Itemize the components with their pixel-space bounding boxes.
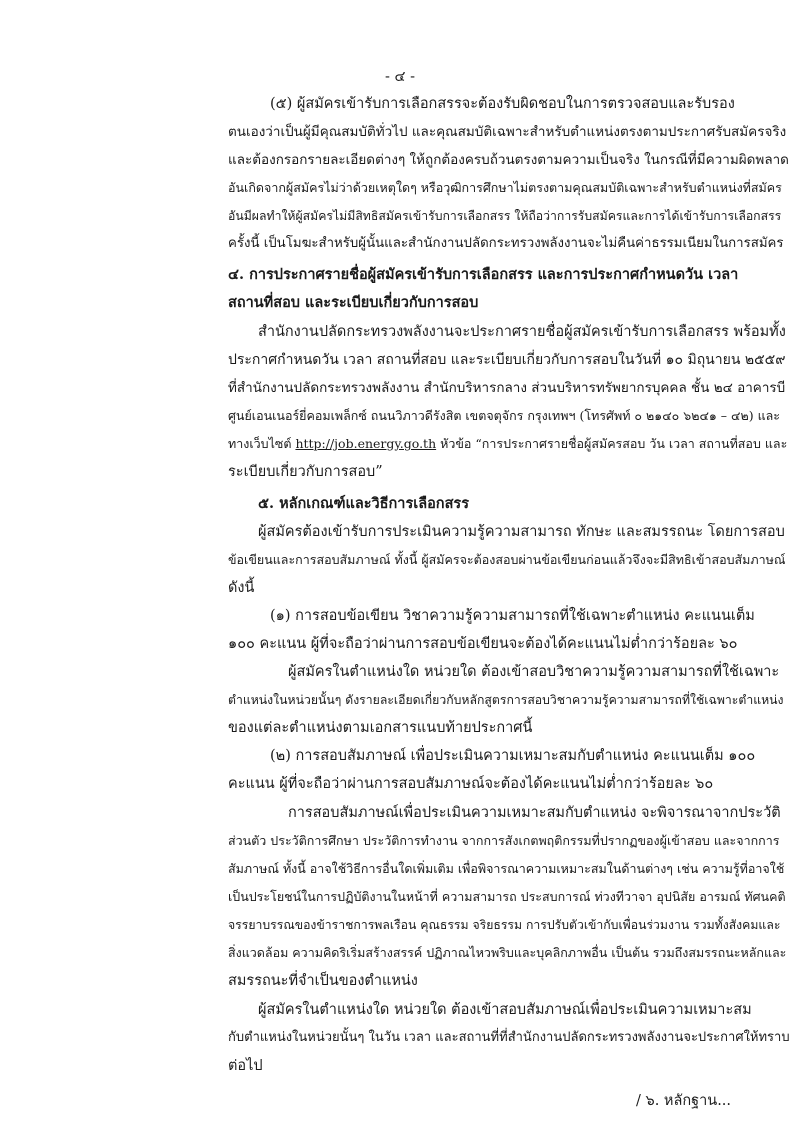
item5-line-4: อันเกิดจากผู้สมัครไม่ว่าด้วยเหตุใดๆ หรือวุฒิการศึกษาไม่ตรงตามคุณสมบัติเฉพาะสำหรับตำแหน่งที่สมัคร [228, 180, 782, 195]
interview-schedule-line-3: ต่อไป [228, 1058, 263, 1074]
interview-detail-line-3: สัมภาษณ์ ทั้งนี้ อาจใช้วิธีการอื่นใดเพิ่มเติม เพื่อพิจารณาความเหมาะสมในด้านต่างๆ เช่น ความรู้ที่อาจใช้ [228, 861, 785, 876]
interview-detail-line-1: การสอบสัมภาษณ์เพื่อประเมินความเหมาะสมกับตำแหน่ง จะพิจารณาจากประวัติ [288, 805, 781, 821]
section5-intro-line-1: ผู้สมัครต้องเข้ารับการประเมินความรู้ความสามารถ ทักษะ และสมรรถนะ โดยการสอบ [258, 524, 785, 540]
item5-line-3: และต้องกรอกรายละเอียดต่างๆ ให้ถูกต้องครบถ้วนตรงตามความเป็นจริง ในกรณีที่มีความผิดพลาด [228, 152, 789, 168]
interview-schedule-line-2: กับตำแหน่งในหน่วยนั้นๆ ในวัน เวลา และสถานที่ที่สำนักงานปลัดกระทรวงพลังงานจะประกาศให้ทราบ [228, 1030, 790, 1045]
written-detail-line-3: ของแต่ละตำแหน่งตามเอกสารแนบท้ายประกาศนี้ [228, 720, 533, 736]
item5-line-5: อันมีผลทำให้ผู้สมัครไม่มีสิทธิสมัครเข้ารับการเลือกสรร ให้ถือว่าการรับสมัครและการได้เข้ารับการเลือกสรร [228, 209, 782, 223]
written-detail-line-2: ตำแหน่งในหน่วยนั้นๆ ดังรายละเอียดเกี่ยวกับหลักสูตรการสอบวิชาความรู้ความสามารถที่ใช้เฉพาะตำแหน่ง [228, 693, 784, 707]
interview-detail-line-7: สมรรถนะที่จำเป็นของตำแหน่ง [228, 973, 418, 989]
page-number: - ๔ - [385, 69, 415, 85]
interview-detail-line-4: เป็นประโยชน์ในการปฏิบัติงานในหน้าที่ ความสามารถ ประสบการณ์ ท่วงทีวาจา อุปนิสัย อารมณ์ ทัศนคติ [228, 889, 786, 904]
web-prefix: ทางเว็บไซต์ [228, 436, 296, 451]
web-suffix: หัวข้อ “การประกาศรายชื่อผู้สมัครสอบ วัน เวลา สถานที่สอบ และ [436, 436, 788, 451]
section5-intro-line-2: ข้อเขียนและการสอบสัมภาษณ์ ทั้งนี้ ผู้สมัครจะต้องสอบผ่านข้อเขียนก่อนแล้วจึงจะมีสิทธิเข้าสอบสัมภาษณ์ [228, 552, 786, 567]
interview-schedule-line-1: ผู้สมัครในตำแหน่งใด หน่วยใด ต้องเข้าสอบสัมภาษณ์เพื่อประเมินความเหมาะสม [258, 1002, 752, 1018]
written-exam-line-1: (๑) การสอบข้อเขียน วิชาความรู้ความสามารถที่ใช้เฉพาะตำแหน่ง คะแนนเต็ม [270, 608, 755, 624]
interview-detail-line-6: สิ่งแวดล้อม ความคิดริเริ่มสร้างสรรค์ ปฏิภาณไหวพริบและบุคลิกภาพอื่น เป็นต้น รวมถึงสมรรถนะหลักและ [228, 945, 787, 960]
interview-line-2: คะแนน ผู้ที่จะถือว่าผ่านการสอบสัมภาษณ์จะต้องได้คะแนนไม่ต่ำกว่าร้อยละ ๖๐ [228, 776, 714, 792]
interview-detail-line-2: ส่วนตัว ประวัติการศึกษา ประวัติการทำงาน จากการสังเกตพฤติกรรมที่ปรากฏของผู้เข้าสอบ และจากการ [228, 833, 780, 848]
section4-heading-line-1: ๔. การประกาศรายชื่อผู้สมัครเข้ารับการเลือกสรร และการประกาศกำหนดวัน เวลา [228, 266, 739, 283]
written-exam-line-2: ๑๐๐ คะแนน ผู้ที่จะถือว่าผ่านการสอบข้อเขียนจะต้องได้คะแนนไม่ต่ำกว่าร้อยละ ๖๐ [228, 636, 738, 652]
interview-line-1: (๒) การสอบสัมภาษณ์ เพื่อประเมินความเหมาะสมกับตำแหน่ง คะแนนเต็ม ๑๐๐ [270, 748, 756, 764]
continuation-marker: / ๖. หลักฐาน... [636, 1093, 732, 1109]
section4-web-line [228, 434, 787, 454]
item5-line-1: (๕) ผู้สมัครเข้ารับการเลือกสรรจะต้องรับผิดชอบในการตรวจสอบและรับรอง [270, 96, 735, 112]
section5-heading: ๕. หลักเกณฑ์และวิธีการเลือกสรร [258, 495, 469, 512]
section5-intro-line-3: ดังนี้ [228, 580, 255, 596]
section4-heading-line-2: สถานที่สอบ และระเบียบเกี่ยวกับการสอบ [228, 294, 479, 311]
section4-body-line-3: ที่สำนักงานปลัดกระทรวงพลังงาน สำนักบริหารกลาง ส่วนบริหารทรัพยากรบุคคล ชั้น ๒๔ อาคารบี [228, 380, 786, 396]
job-website-link[interactable]: http://job.energy.go.th [295, 436, 437, 451]
section4-body-line-4: ศูนย์เอนเนอร์ยี่คอมเพล็กซ์ ถนนวิภาวดีรังสิต เขตจตุจักร กรุงเทพฯ (โทรศัพท์ ๐ ๒๑๔๐ ๖๒๔๑ – ๔๒) และ [228, 408, 781, 423]
section4-body-line-6: ระเบียบเกี่ยวกับการสอบ” [228, 464, 383, 480]
section4-body-line-1: สำนักงานปลัดกระทรวงพลังงานจะประกาศรายชื่อผู้สมัครเข้ารับการเลือกสรร พร้อมทั้ง [258, 324, 786, 340]
written-detail-line-1: ผู้สมัครในตำแหน่งใด หน่วยใด ต้องเข้าสอบวิชาความรู้ความสามารถที่ใช้เฉพาะ [288, 664, 780, 680]
item5-line-6: ครั้งนี้ เป็นโมฆะสำหรับผู้นั้นและสำนักงานปลัดกระทรวงพลังงานจะไม่คืนค่าธรรมเนียมในการสมัคร [228, 236, 784, 251]
section4-body-line-2: ประกาศกำหนดวัน เวลา สถานที่สอบ และระเบียบเกี่ยวกับการสอบในวันที่ ๑๐ มิถุนายน ๒๕๕๙ [228, 352, 786, 368]
interview-detail-line-5: จรรยาบรรณของข้าราชการพลเรือน คุณธรรม จริยธรรม การปรับตัวเข้ากับเพื่อนร่วมงาน รวมทั้งสังคมและ [228, 918, 781, 932]
item5-line-2: ตนเองว่าเป็นผู้มีคุณสมบัติทั่วไป และคุณสมบัติเฉพาะสำหรับตำแหน่งตรงตามประกาศรับสมัครจริง [228, 124, 787, 140]
